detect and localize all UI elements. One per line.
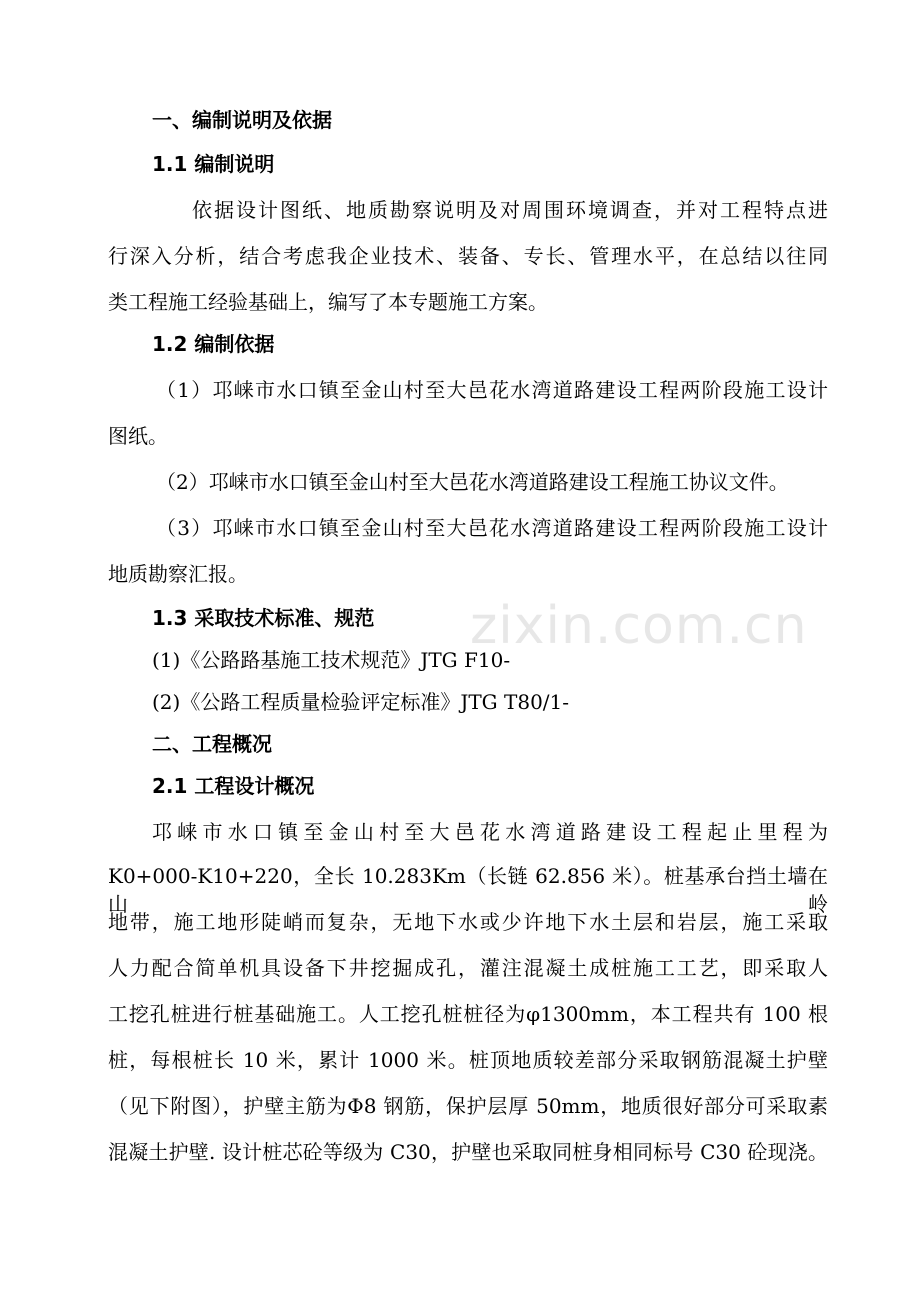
standard-item: (1)《公路路基施工技术规范》JTG F10-	[152, 648, 511, 672]
list-item-continuation: 地质勘察汇报。	[108, 562, 248, 586]
heading-1-2: 1.2 编制依据	[152, 332, 275, 356]
paragraph-line: 混凝土护壁. 设计桩芯砼等级为 C30，护壁也采取同桩身相同标号 C30 砼现浇。	[108, 1140, 828, 1164]
paragraph-line: K0+000-K10+220，全长 10.283Km（长链 62.856 米）。桩基承台挡土墙在山岭	[108, 864, 828, 916]
paragraph-line: 地带，施工地形陡峭而复杂，无地下水或少许地下水土层和岩层，施工采取	[108, 910, 828, 934]
list-item: （3）邛崃市水口镇至金山村至大邑花水湾道路建设工程两阶段施工设计	[156, 516, 828, 540]
list-item-continuation: 图纸。	[108, 424, 168, 448]
paragraph-line: （见下附图），护壁主筋为Φ8 钢筋，保护层厚 50mm，地质很好部分可采取素	[108, 1094, 828, 1118]
paragraph-line: 行深入分析，结合考虑我企业技术、装备、专长、管理水平，在总结以往同	[108, 244, 828, 268]
paragraph-line: 工挖孔桩进行桩基础施工。人工挖孔桩桩径为φ1300mm，本工程共有 100 根	[108, 1002, 828, 1026]
heading-2-1: 2.1 工程设计概况	[152, 774, 315, 798]
heading-1-3: 1.3 采取技术标准、规范	[152, 606, 375, 630]
paragraph-line: 类工程施工经验基础上，编写了本专题施工方案。	[108, 290, 548, 314]
paragraph-line: 桩，每根桩长 10 米，累计 1000 米。桩顶地质较差部分采取钢筋混凝土护壁	[108, 1048, 828, 1072]
heading-section-1: 一、编制说明及依据	[152, 108, 332, 132]
list-item: （1）邛崃市水口镇至金山村至大邑花水湾道路建设工程两阶段施工设计	[156, 378, 828, 402]
heading-1-1: 1.1 编制说明	[152, 152, 275, 176]
standard-item: (2)《公路工程质量检验评定标准》JTG T80/1-	[152, 690, 570, 714]
paragraph-line: 邛崃市水口镇至金山村至大邑花水湾道路建设工程起止里程为	[152, 820, 828, 844]
watermark: zixin.com.cn	[470, 596, 808, 656]
paragraph-line: 依据设计图纸、地质勘察说明及对周围环境调查，并对工程特点进	[192, 198, 828, 222]
paragraph-line: 人力配合简单机具设备下井挖掘成孔，灌注混凝土成桩施工工艺，即采取人	[108, 956, 828, 980]
list-item: （2）邛崃市水口镇至金山村至大邑花水湾道路建设工程施工协议文件。	[156, 470, 789, 494]
heading-section-2: 二、工程概况	[152, 732, 272, 756]
